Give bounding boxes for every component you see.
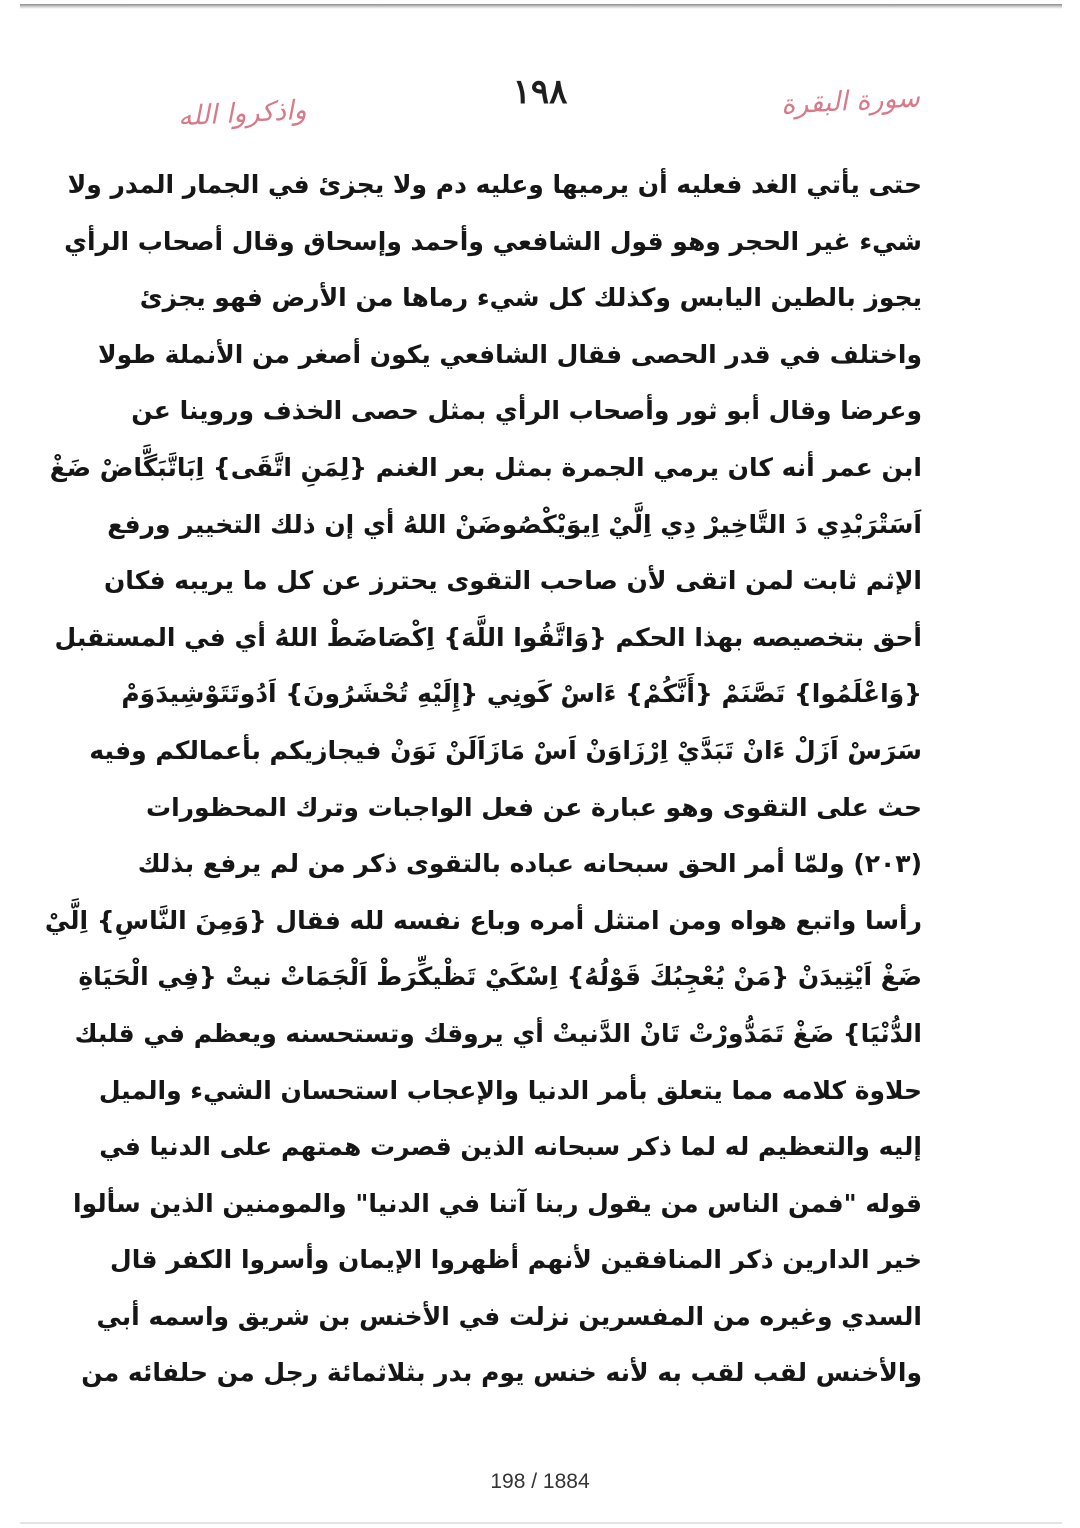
text-line: اَسَتْرَبْدِي دَ التَّاخِيرْ دِي اِلَّيْ اِيوَيْكْصُوضَنْ اللهُ أي إن ذلك التخيير ورفع (107, 509, 922, 539)
text-line: يجوز بالطين اليابس وكذلك كل شيء رماها من الأرض فهو يجزئ (139, 283, 922, 313)
text-line: إليه والتعظيم له لما ذكر سبحانه الذين قصرت همتهم على الدنيا في (99, 1132, 922, 1162)
text-line: الدُّنْيَا} ضَغْ تَمَدُّورْتْ تَانْ الدَّنيتْ أي يروقك وتستحسنه ويعظم في قلبك (74, 1018, 922, 1048)
text-line: رأسا واتبع هواه ومن امتثل أمره وباع نفسه لله فقال {وَمِنَ النَّاسِ} اِلَّيْ (44, 905, 922, 935)
text-line: حث على التقوى وهو عبارة عن فعل الواجبات وترك المحظورات (145, 792, 922, 822)
text-line: واختلف في قدر الحصى فقال الشافعي يكون أصغر من الأنملة طولا (98, 339, 922, 369)
text-line: وعرضا وقال أبو ثور وأصحاب الرأي بمثل حصى الخذف وروينا عن (131, 396, 922, 426)
text-line: السدي وغيره من المفسرين نزلت في الأخنس بن شريق واسمه أبي (96, 1301, 922, 1331)
text-line: شيء غير الحجر وهو قول الشافعي وأحمد وإسحاق وقال أصحاب الرأي (64, 226, 922, 256)
text-line: سَرَسْ اَزَلْ ءَانْ تَبَدَّيْ اِرْزَاوَنْ اَسْ مَازَاَلَنْ نَوَنْ فيجازيكم بأعمالكم وفيه (89, 735, 922, 765)
text-line: ابن عمر أنه كان يرمي الجمرة بمثل بعر الغنم {لِمَنِ اتَّقَى} اِبَاتَّبَگَّاضْ ضَغْ (49, 452, 922, 482)
text-line: ضَغْ اَيْتِيدَنْ {مَنْ يُعْجِبُكَ قَوْلُهُ} اِسْكَيْ تَظْيكِّرَطْ اَلْجَمَاتْ نيتْ {فِي الْحَيَاةِ (78, 962, 922, 992)
page-counter: 198 / 1884 (490, 1470, 590, 1493)
handwritten-verse-note: واذكروا الله (177, 94, 308, 133)
text-line: والأخنس لقب لقب به لأنه خنس يوم بدر بثلاثمائة رجل من حلفائه من (81, 1358, 922, 1388)
text-line: {وَاعْلَمُوا} تَصَّنَمْ {أَنَّكُمْ} ءَاسْ كَونِي {إِلَيْهِ تُحْشَرُونَ} اَدُوتَتَوْشِيدَوَمْ (121, 679, 922, 709)
text-line: حتى يأتي الغد فعليه أن يرميها وعليه دم ولا يجزئ في الجمار المدر ولا (67, 170, 922, 199)
text-line: الإثم ثابت لمن اتقى لأن صاحب التقوى يحترز عن كل ما يريبه فكان (103, 566, 922, 596)
text-line: حلاوة كلامه مما يتعلق بأمر الدنيا والإعجاب استحسان الشيء والميل (98, 1075, 922, 1105)
text-line: قوله "فمن الناس من يقول ربنا آتنا في الدنيا" والمومنين الذين سألوا (73, 1188, 922, 1218)
handwritten-surah-note: سورة البقرة (780, 82, 921, 121)
body-text (44, 157, 922, 1402)
text-line: (٢٠٣) ولمّا أمر الحق سبحانه عباده بالتقوى ذكر من لم يرفع بذلك (137, 849, 922, 879)
page-number: ١٩٨ (512, 72, 568, 112)
text-line: أحق بتخصيصه بهذا الحكم {وَاتَّقُوا اللَّهَ} اِكْصَاضَطْ اللهُ أي في المستقبل (54, 622, 922, 652)
scan-bottom-edge (20, 1522, 1062, 1524)
text-line: خير الدارين ذكر المنافقين لأنهم أظهروا الإيمان وأسروا الكفر قال (110, 1245, 922, 1275)
scan-top-edge (20, 4, 1062, 9)
